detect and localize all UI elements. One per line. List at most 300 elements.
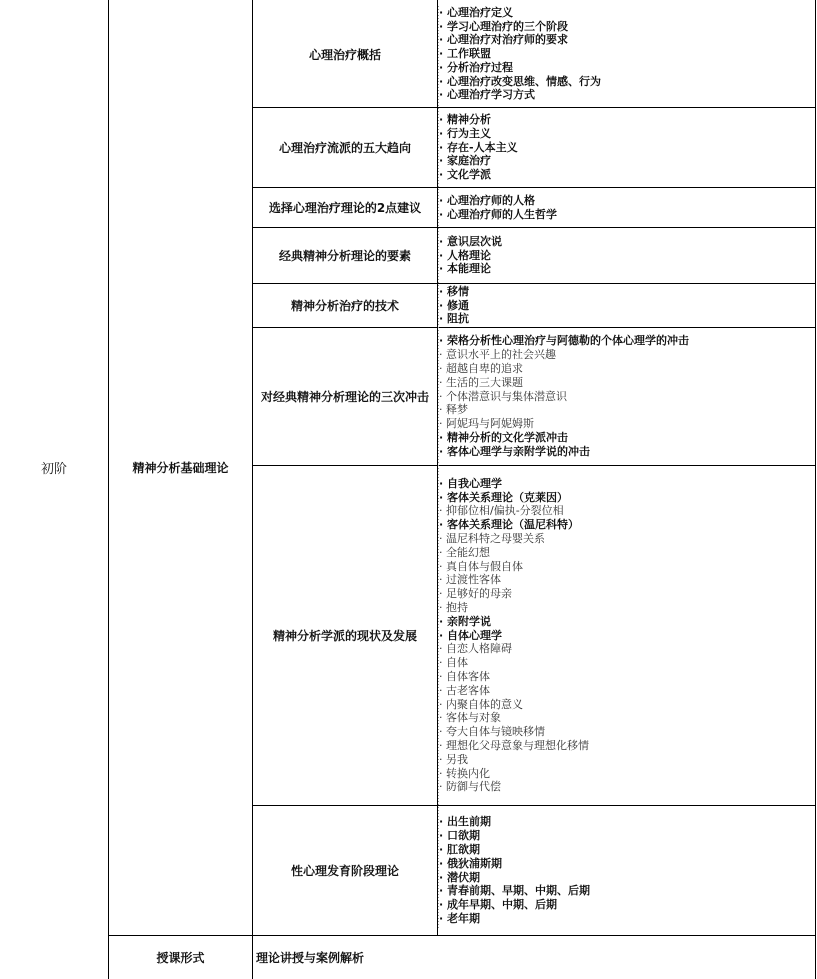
dotted-rule [438,471,439,472]
list-item: · 心理治疗定义 [439,5,514,19]
dotted-rule [438,777,439,778]
dotted-rule [438,426,439,427]
list-item: · 全能幻想 [439,545,490,559]
dotted-rule [438,99,439,100]
dotted-rule [438,453,439,454]
dotted-rule [438,210,439,211]
dotted-rule [438,726,439,727]
dotted-rule [438,846,439,847]
dotted-rule [438,675,439,676]
dotted-rule [438,573,439,574]
list-item: · 温尼科特之母婴关系 [439,532,545,546]
list-item: · 自体客体 [439,669,490,683]
dotted-rule [438,87,439,88]
dotted-rule [438,525,439,526]
list-item: · 自体心理学 [439,628,503,642]
row-divider [253,227,815,228]
dotted-rule [438,108,439,109]
dotted-rule [438,156,439,157]
dotted-rule [438,54,439,55]
list-item: · 心理治疗改变思维、情感、行为 [439,74,602,88]
dotted-rule [438,717,439,718]
dotted-rule [438,918,439,919]
dotted-rule [438,540,439,541]
dotted-rule [438,111,439,112]
dotted-rule [438,375,439,376]
dotted-rule [438,879,439,880]
dotted-rule [438,897,439,898]
dotted-rule [438,90,439,91]
dotted-rule [438,330,439,331]
dotted-rule [438,663,439,664]
list-item: · 阻抗 [439,312,470,326]
dotted-rule [438,843,439,844]
dotted-rule [438,162,439,163]
dotted-rule [438,63,439,64]
dotted-rule [438,348,439,349]
section-items-classic-elements [439,228,811,283]
dotted-rule [438,792,439,793]
list-item: · 青春前期、早期、中期、后期 [439,884,591,898]
dotted-rule [438,924,439,925]
dotted-rule [438,549,439,550]
dotted-rule [438,105,439,106]
list-item: · 老年期 [439,911,481,925]
dotted-rule [438,276,439,277]
dotted-rule [438,435,439,436]
dotted-rule [438,552,439,553]
dotted-rule [438,243,439,244]
list-item: · 古老客体 [439,683,490,697]
dotted-rule [438,102,439,103]
dotted-rule [438,750,439,751]
dotted-rule [438,405,439,406]
dotted-rule [438,411,439,412]
dotted-rule [438,6,439,7]
list-item: · 理想化父母意象与理想化移情 [439,738,589,752]
dotted-rule [438,504,439,505]
dotted-rule [438,819,439,820]
dotted-rule [438,912,439,913]
list-item: · 行为主义 [439,126,492,140]
list-item: · 客体与对象 [439,711,501,725]
dotted-rule [438,882,439,883]
dotted-rule [438,492,439,493]
dotted-rule [438,48,439,49]
dotted-rule [438,234,439,235]
section-title-overview: 心理治疗概括 [308,47,381,62]
dotted-rule [438,57,439,58]
dotted-rule [438,501,439,502]
dotted-rule [438,198,439,199]
dotted-rule [438,801,439,802]
list-item: · 过渡性客体 [439,573,501,587]
dotted-rule [438,306,439,307]
list-item: · 心理治疗师的人生哲学 [439,207,558,221]
dotted-rule [438,735,439,736]
dotted-rule [438,867,439,868]
dotted-rule [438,147,439,148]
list-item: · 真自体与假自体 [439,559,523,573]
dotted-rule [438,240,439,241]
dotted-rule [438,696,439,697]
dotted-rule [438,192,439,193]
dotted-rule [438,624,439,625]
section-items-five-orientations [439,108,811,187]
dotted-rule [438,621,439,622]
dotted-rule [438,891,439,892]
dotted-rule [438,9,439,10]
dotted-rule [438,633,439,634]
dotted-rule [438,417,439,418]
dotted-rule [438,300,439,301]
dotted-rule [438,822,439,823]
dotted-rule [438,312,439,313]
dotted-rule [438,252,439,253]
dotted-rule [438,318,439,319]
dotted-rule [438,789,439,790]
dotted-rule [438,558,439,559]
dotted-rule [438,204,439,205]
dotted-rule [438,213,439,214]
dotted-rule [438,705,439,706]
dotted-rule [438,177,439,178]
dotted-rule [438,114,439,115]
dotted-rule [438,720,439,721]
dotted-rule [438,804,439,805]
dotted-rule [438,153,439,154]
dotted-rule [438,393,439,394]
list-item: · 另我 [439,752,468,766]
dotted-rule [438,345,439,346]
dotted-rule [438,708,439,709]
section-title-two-suggestions: 选择心理治疗理论的2点建议 [268,201,422,215]
dotted-rule [438,894,439,895]
section-items-overview [439,1,811,107]
dotted-rule [438,141,439,142]
level-cell: 初阶 [40,462,67,477]
dotted-rule [438,315,439,316]
dotted-rule [438,33,439,34]
list-item: · 工作联盟 [439,47,492,61]
dotted-rule [438,885,439,886]
dotted-rule [438,135,439,136]
dotted-rule [438,180,439,181]
dotted-rule [438,831,439,832]
dotted-rule [438,732,439,733]
dotted-rule [438,420,439,421]
dotted-rule [438,738,439,739]
dotted-rule [438,723,439,724]
dotted-rule [438,51,439,52]
dotted-rule [438,363,439,364]
dotted-rule [438,642,439,643]
dotted-rule [438,60,439,61]
dotted-rule [438,402,439,403]
section-items-three-impacts [439,328,811,465]
list-item: · 精神分析的文化学派冲击 [439,430,569,444]
dotted-rule [438,813,439,814]
dotted-rule [438,669,439,670]
dotted-rule [438,780,439,781]
list-item: · 成年早期、中期、后期 [439,898,558,912]
dotted-rule [438,72,439,73]
dotted-rule [438,528,439,529]
list-item: · 转换内化 [439,766,490,780]
row-divider [253,465,815,466]
section-items-current-development [439,466,811,805]
dotted-rule [438,366,439,367]
dotted-rule [438,765,439,766]
dotted-rule [438,756,439,757]
list-item: · 意识水平上的社会兴趣 [439,348,556,362]
dotted-rule [438,597,439,598]
dotted-rule [438,96,439,97]
footer-divider [108,935,815,936]
row-divider [253,187,815,188]
dotted-rule [438,699,439,700]
dotted-rule [438,246,439,247]
dotted-rule [438,927,439,928]
dotted-rule [438,138,439,139]
dotted-rule [438,12,439,13]
dotted-rule [438,690,439,691]
dotted-rule [438,522,439,523]
list-item: · 分析治疗过程 [439,60,514,74]
dotted-rule [438,753,439,754]
dotted-rule [438,570,439,571]
list-item: · 俄狄浦斯期 [439,856,503,870]
dotted-rule [438,336,439,337]
dotted-rule [438,15,439,16]
dotted-rule [438,519,439,520]
dotted-rule [438,576,439,577]
dotted-rule [438,285,439,286]
section-title-psychosexual-stages: 性心理发育阶段理论 [290,864,399,878]
list-item: · 内聚自体的意义 [439,697,523,711]
list-item: · 自我心理学 [439,476,503,490]
dotted-rule [438,768,439,769]
list-item: · 移情 [439,284,470,298]
dotted-rule [438,483,439,484]
dotted-rule [438,354,439,355]
dotted-rule [438,861,439,862]
dotted-rule [438,450,439,451]
dotted-rule [438,333,439,334]
divider-right [815,0,816,979]
dotted-rule [438,915,439,916]
dotted-rule [438,834,439,835]
dotted-rule [438,687,439,688]
dotted-rule [438,207,439,208]
dotted-rule [438,414,439,415]
dotted-rule [438,150,439,151]
row-divider [253,107,815,108]
dotted-rule [438,351,439,352]
list-item: · 自体 [439,656,468,670]
dotted-rule [438,384,439,385]
dotted-rule [438,273,439,274]
list-item: · 学习心理治疗的三个阶段 [439,19,569,33]
dotted-rule [438,645,439,646]
dotted-rule [438,93,439,94]
divider-level [108,0,109,979]
dotted-rule [438,618,439,619]
dotted-rule [438,654,439,655]
dotted-rule [438,321,439,322]
dotted-rule [438,585,439,586]
dotted-rule [438,309,439,310]
dotted-rule [438,69,439,70]
section-items-psychosexual-stages [439,806,811,935]
dotted-rule [438,432,439,433]
dotted-rule [438,222,439,223]
dotted-rule [438,873,439,874]
dotted-rule [438,627,439,628]
dotted-rule [438,864,439,865]
dotted-rule [438,327,439,328]
list-item: · 荣格分析性心理治疗与阿德勒的个体心理学的冲击 [439,334,690,348]
row-divider [253,327,815,328]
list-item: · 客体心理学与亲附学说的冲击 [439,444,591,458]
dotted-rule [438,612,439,613]
dotted-rule [438,561,439,562]
list-item: · 个体潜意识与集体潜意识 [439,389,567,403]
dotted-rule [438,297,439,298]
dotted-rule [438,666,439,667]
section-title-current-development: 精神分析学派的现状及发展 [272,629,417,643]
dotted-rule [438,795,439,796]
dotted-rule [438,594,439,595]
list-item: · 足够好的母亲 [439,587,512,601]
module-cell: 精神分析基础理论 [132,461,229,475]
dotted-rule [438,849,439,850]
dotted-rule [438,270,439,271]
list-item: · 亲附学说 [439,614,492,628]
dotted-rule [438,744,439,745]
dotted-rule [438,444,439,445]
teaching-format-label: 授课形式 [156,951,205,965]
dotted-rule [438,648,439,649]
dotted-rule [438,372,439,373]
list-item: · 潜伏期 [439,870,481,884]
dotted-rule [438,513,439,514]
dotted-rule [438,462,439,463]
list-item: · 心理治疗对治疗师的要求 [439,33,569,47]
list-item: · 精神分析 [439,113,492,126]
dotted-rule [438,567,439,568]
dotted-rule [438,45,439,46]
dotted-rule [438,144,439,145]
dotted-rule [438,303,439,304]
dotted-rule [438,381,439,382]
dotted-rule [438,159,439,160]
dotted-rule [438,78,439,79]
dotted-rule [438,342,439,343]
dotted-rule [438,399,439,400]
dotted-rule [438,921,439,922]
list-item: · 防御与代偿 [439,780,501,794]
dotted-rule [438,657,439,658]
dotted-rule [438,876,439,877]
dotted-rule [438,231,439,232]
dotted-rule [438,360,439,361]
dotted-rule [438,678,439,679]
dotted-rule [438,324,439,325]
dotted-rule [438,588,439,589]
dotted-rule [438,906,439,907]
dotted-rule [438,18,439,19]
dotted-rule [438,840,439,841]
dotted-rule [438,183,439,184]
dotted-rule [438,582,439,583]
dotted-rule [438,291,439,292]
dotted-rule [438,774,439,775]
dotted-rule [438,408,439,409]
dotted-rule [438,267,439,268]
dotted-rule [438,855,439,856]
dotted-rule [438,636,439,637]
dotted-rule [438,120,439,121]
dotted-rule [438,900,439,901]
dotted-rule [438,858,439,859]
list-item: · 心理治疗学习方式 [439,88,536,102]
dotted-rule [438,681,439,682]
section-title-five-orientations: 心理治疗流派的五大趋向 [278,141,411,155]
list-item: · 夸大自体与镜映移情 [439,725,545,739]
dotted-rule [438,237,439,238]
dotted-rule [438,510,439,511]
dotted-rule [438,786,439,787]
dotted-rule [438,507,439,508]
dotted-rule [438,639,439,640]
dotted-rule [438,216,439,217]
dotted-rule [438,369,439,370]
dotted-rule [438,447,439,448]
dotted-rule [438,711,439,712]
row-divider [253,283,815,284]
dotted-rule [438,123,439,124]
dotted-rule [438,489,439,490]
dotted-rule [438,606,439,607]
dotted-rule [438,456,439,457]
dotted-rule [438,30,439,31]
dotted-rule [438,828,439,829]
section-items-techniques [439,284,811,327]
dotted-rule [438,165,439,166]
dotted-rule [438,729,439,730]
dotted-rule [438,36,439,37]
dotted-rule [438,477,439,478]
dotted-rule [438,387,439,388]
dotted-rule [438,672,439,673]
dotted-rule [438,168,439,169]
list-item: · 自恋人格障碍 [439,642,512,656]
dotted-rule [438,66,439,67]
dotted-rule [438,591,439,592]
dotted-rule [438,759,439,760]
dotted-rule [438,339,439,340]
dotted-rule [438,600,439,601]
dotted-rule [438,660,439,661]
dotted-rule [438,702,439,703]
dotted-rule [438,282,439,283]
dotted-rule [438,852,439,853]
list-item: · 存在-人本主义 [439,140,518,154]
dotted-rule [438,909,439,910]
dotted-rule [438,741,439,742]
dotted-rule [438,498,439,499]
